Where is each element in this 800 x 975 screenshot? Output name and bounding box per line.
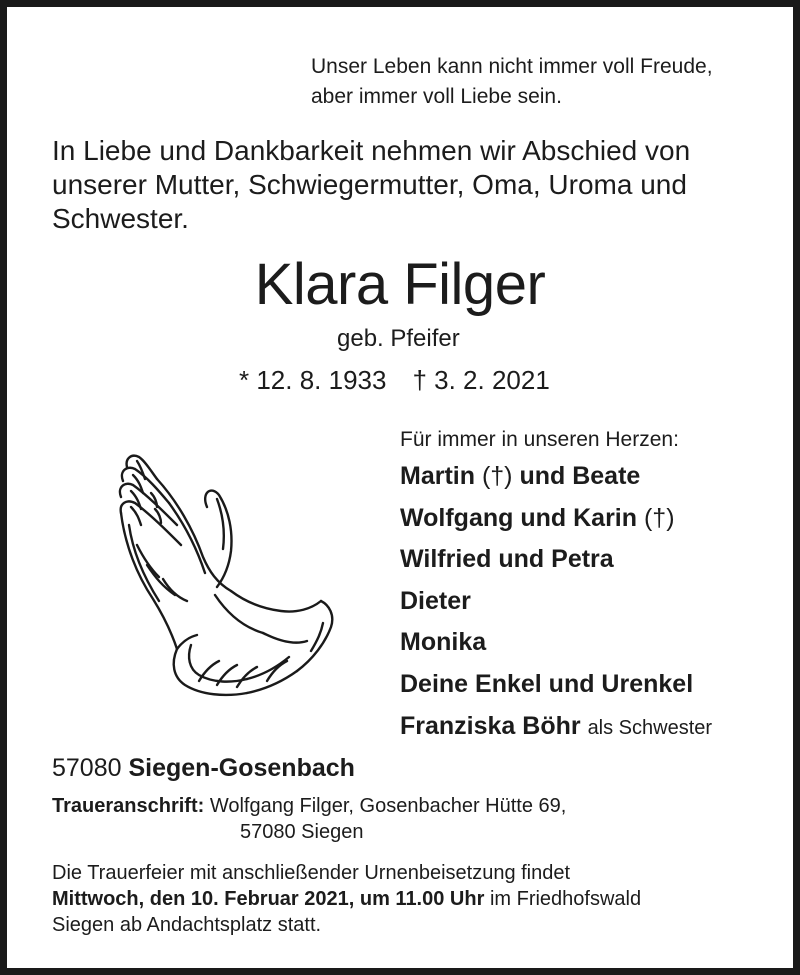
address-label: Traueranschrift: <box>52 795 205 817</box>
city-name: Siegen-Gosenbach <box>128 754 355 782</box>
maiden-name: geb. Pfeifer <box>337 325 460 352</box>
deceased-mark: (†) <box>643 503 675 532</box>
intro-line-2: unserer Mutter, Schwiegermutter, Oma, Uroma und <box>52 169 687 200</box>
birth-date: * 12. 8. 1933 <box>239 365 387 395</box>
place-line <box>52 751 355 785</box>
relation-note: als Schwester <box>587 716 713 739</box>
ceremony-line-3: Siegen ab Andachtsplatz statt. <box>52 914 322 936</box>
address-line-1: Wolfgang Filger, Gosenbacher Hütte 69, <box>209 795 567 817</box>
list-item: Wolfgang und Karin (†) <box>400 503 675 532</box>
intro-line-1: In Liebe und Dankbarkeit nehmen wir Abschied von <box>52 135 691 166</box>
ceremony-info <box>52 860 641 938</box>
praying-hands-icon <box>107 445 357 710</box>
mourning-address <box>52 793 566 845</box>
list-item: Dieter <box>400 586 471 615</box>
deceased-mark: (†) <box>481 462 513 490</box>
intro-line-3: Schwester. <box>52 203 189 234</box>
intro-text <box>52 134 752 236</box>
list-item: Franziska Böhr als Schwester <box>400 711 713 740</box>
motto-line-2: aber immer voll Liebe sein. <box>311 85 562 108</box>
zip-code: 57080 <box>52 754 122 782</box>
deceased-name: Klara Filger <box>254 252 546 317</box>
list-item: Wilfried und Petra <box>400 545 614 574</box>
list-item: Martin (†) und Beate <box>400 462 641 490</box>
ceremony-line-1: Die Trauerfeier mit anschließender Urnenbeisetzung findet <box>52 862 571 884</box>
ceremony-location: im Friedhofswald <box>489 888 642 910</box>
list-item: Monika <box>400 628 487 657</box>
death-date: † 3. 2. 2021 <box>412 365 550 395</box>
ceremony-date-time: Mittwoch, den 10. Februar 2021, um 11.00 Uhr <box>52 888 485 910</box>
motto-quote <box>311 52 713 112</box>
mourners-list <box>400 456 712 749</box>
life-dates <box>239 363 550 397</box>
address-line-2: 57080 Siegen <box>240 821 364 843</box>
mourners-heading: Für immer in unseren Herzen: <box>400 428 679 451</box>
motto-line-1: Unser Leben kann nicht immer voll Freude, <box>311 55 713 78</box>
list-item: Deine Enkel und Urenkel <box>400 669 694 698</box>
